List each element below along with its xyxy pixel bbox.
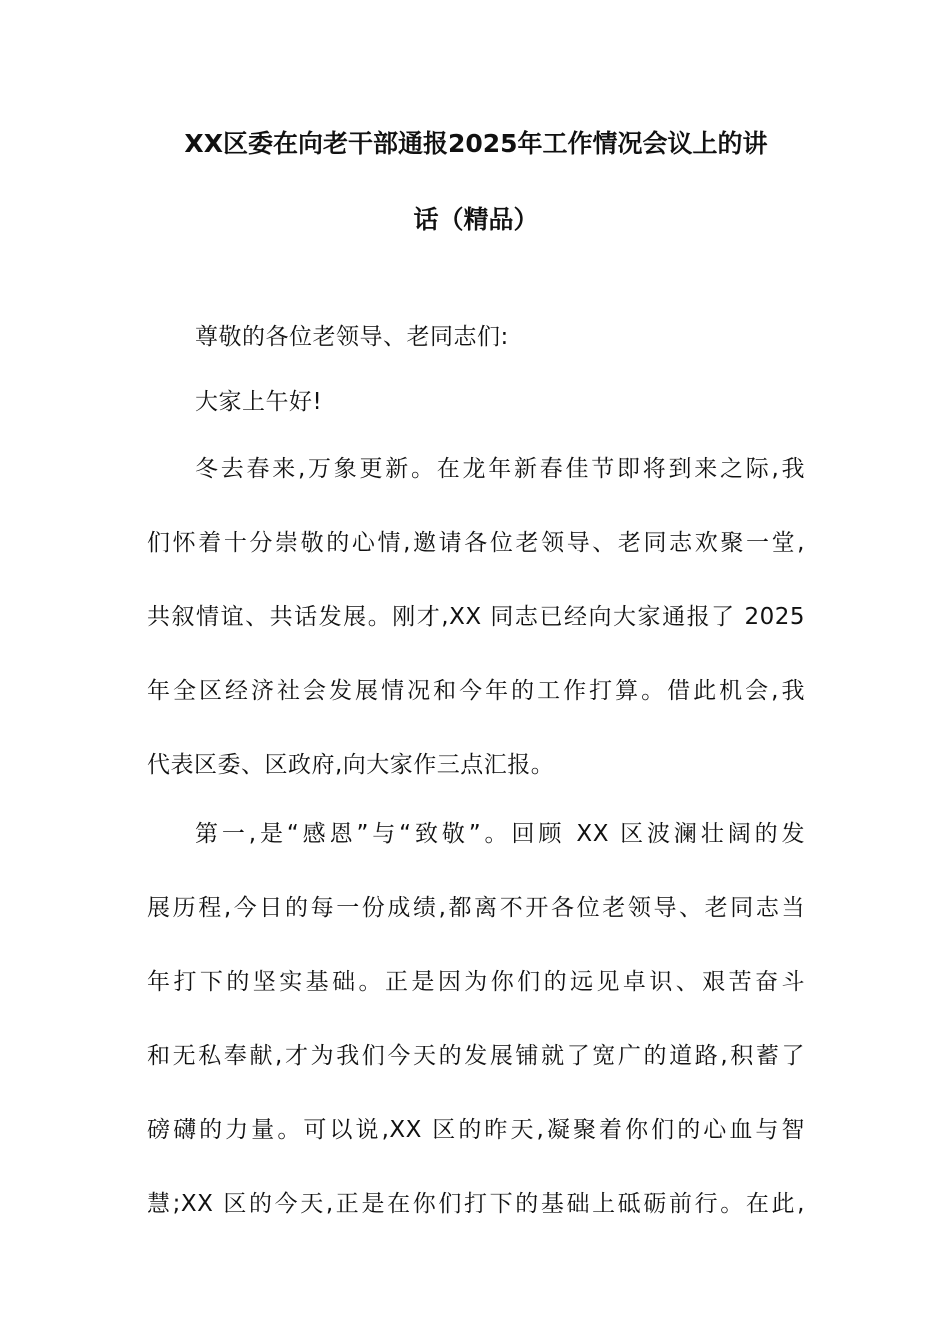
salutation: 尊敬的各位老领导、老同志们:	[195, 324, 509, 350]
paragraph-line: 们怀着十分崇敬的心情,邀请各位老领导、老同志欢聚一堂,	[147, 530, 805, 556]
document-title-line-1: XX区委在向老干部通报2025年工作情况会议上的讲	[184, 129, 768, 158]
paragraph-line: 年打下的坚实基础。正是因为你们的远见卓识、艰苦奋斗	[147, 969, 805, 995]
paragraph-line: 和无私奉献,才为我们今天的发展铺就了宽广的道路,积蓄了	[147, 1043, 805, 1069]
paragraph-line: 第一,是“感恩”与“致敬”。回顾 XX 区波澜壮阔的发	[195, 821, 805, 847]
paragraph-line: 展历程,今日的每一份成绩,都离不开各位老领导、老同志当	[147, 895, 805, 921]
paragraph-line: 磅礴的力量。可以说,XX 区的昨天,凝聚着你们的心血与智	[147, 1117, 805, 1143]
greeting: 大家上午好!	[195, 389, 323, 415]
paragraph-line: 年全区经济社会发展情况和今年的工作打算。借此机会,我	[147, 678, 805, 704]
paragraph-line: 代表区委、区政府,向大家作三点汇报。	[147, 752, 555, 778]
paragraph-line: 冬去春来,万象更新。在龙年新春佳节即将到来之际,我	[195, 456, 805, 482]
paragraph-line: 共叙情谊、共话发展。刚才,XX 同志已经向大家通报了 2025	[147, 604, 805, 630]
document-title-line-2: 话（精品）	[413, 205, 539, 234]
paragraph-line: 慧;XX 区的今天,正是在你们打下的基础上砥砺前行。在此,	[147, 1191, 805, 1217]
